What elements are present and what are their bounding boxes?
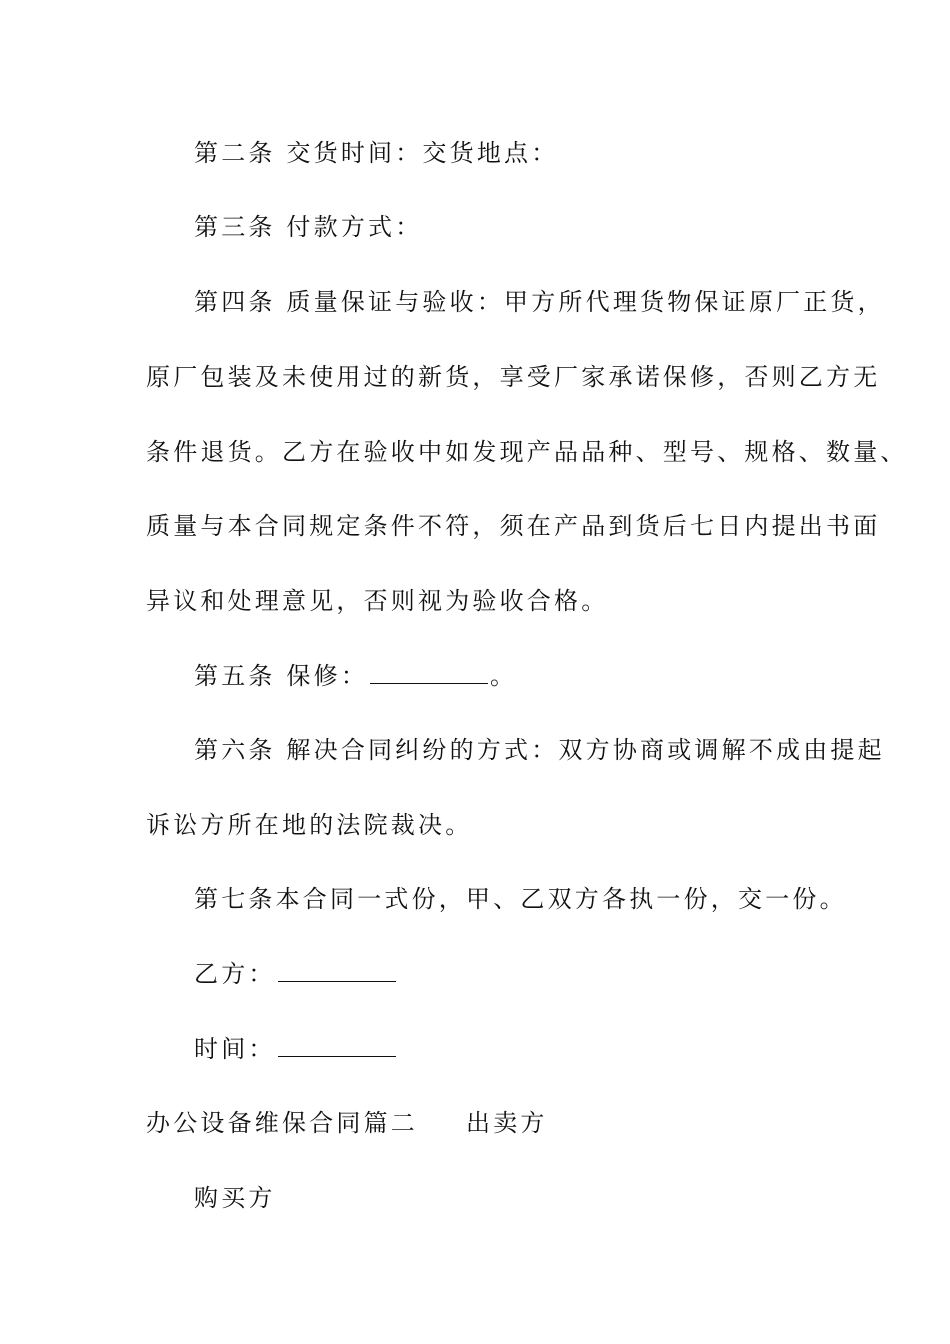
time-blank xyxy=(278,1038,396,1057)
seller-label: 出卖方 xyxy=(466,1109,548,1137)
article-2-delivery: 第二条 交货时间：交货地点： xyxy=(194,139,559,167)
article-5-warranty xyxy=(194,661,834,691)
section-title: 办公设备维保合同篇二 xyxy=(146,1109,418,1137)
article-3-payment: 第三条 付款方式： xyxy=(194,213,423,241)
article-4-quality-line-1: 第四条 质量保证与验收：甲方所代理货物保证原厂正货， xyxy=(194,288,885,316)
party-b-signature xyxy=(194,959,834,989)
party-b-label: 乙方： xyxy=(194,960,276,988)
article-4-quality-line-4: 质量与本合同规定条件不符，须在产品到货后七日内提出书面 xyxy=(146,512,881,540)
article-6-dispute-line-1: 第六条 解决合同纠纷的方式：双方协商或调解不成由提起 xyxy=(194,736,885,764)
warranty-suffix: 。 xyxy=(490,662,518,690)
warranty-blank xyxy=(370,665,488,684)
time-label: 时间： xyxy=(194,1035,276,1063)
article-4-quality-line-3: 条件退货。乙方在验收中如发现产品品种、型号、规格、数量、 xyxy=(146,438,908,466)
party-b-blank xyxy=(278,963,396,982)
buyer-label: 购买方 xyxy=(194,1184,276,1212)
article-4-quality-line-2: 原厂包装及未使用过的新货，享受厂家承诺保修，否则乙方无 xyxy=(146,363,881,391)
article-6-dispute-line-2: 诉讼方所在地的法院裁决。 xyxy=(146,811,473,839)
section-heading xyxy=(146,1108,836,1138)
time-signature xyxy=(194,1034,834,1064)
article-4-quality-line-5: 异议和处理意见，否则视为验收合格。 xyxy=(146,587,609,615)
warranty-label: 第五条 保修： xyxy=(194,662,369,690)
article-7-copies: 第七条本合同一式份，甲、乙双方各执一份，交一份。 xyxy=(194,885,847,913)
